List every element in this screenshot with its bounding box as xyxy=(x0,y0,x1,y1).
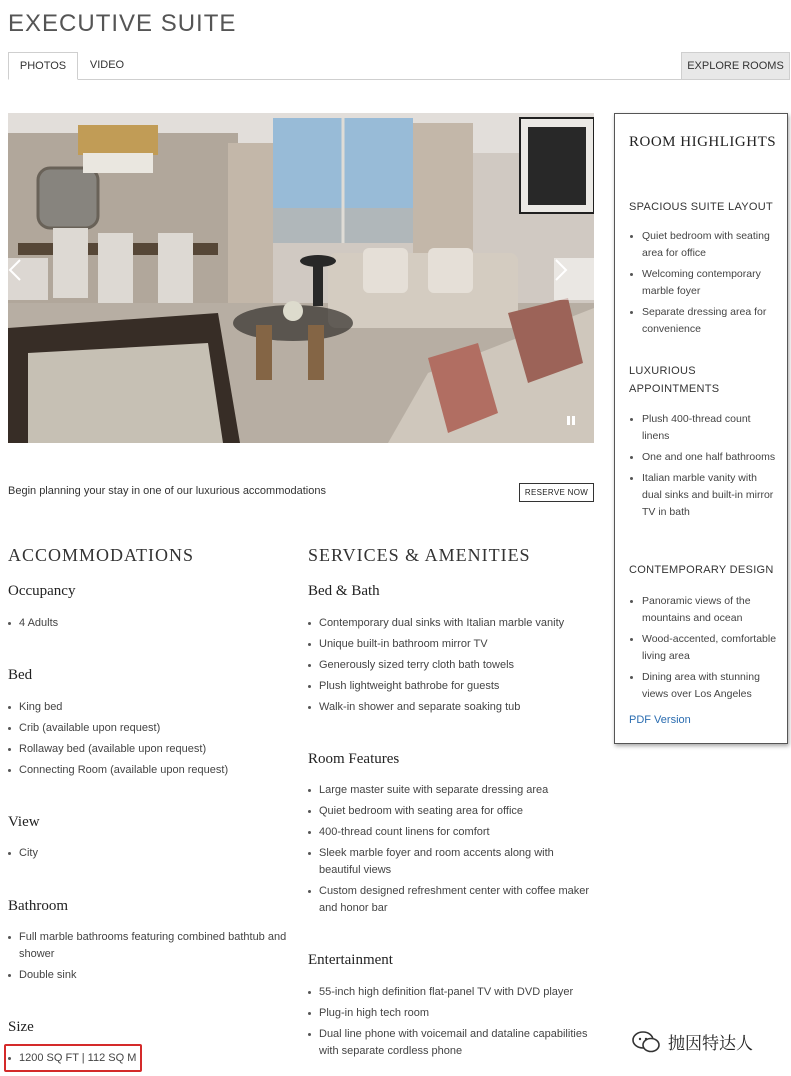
list-item: Generously sized terry cloth bath towels xyxy=(308,657,594,674)
list-item: 400-thread count linens for comfort xyxy=(308,824,594,841)
list-item: Custom designed refreshment center with coffee maker and honor bar xyxy=(308,883,594,917)
room-features-list xyxy=(308,782,594,921)
gallery-next-button[interactable] xyxy=(554,258,594,300)
list-item: Panoramic views of the mountains and ocean xyxy=(629,593,779,627)
list-item: One and one half bathrooms xyxy=(629,449,779,466)
highlight-list xyxy=(629,593,779,707)
list-item: Plush 400-thread count linens xyxy=(629,411,779,445)
list-item: Wood-accented, comfortable living area xyxy=(629,631,779,665)
list-item: Plug-in high tech room xyxy=(308,1005,594,1022)
room-photo-illustration xyxy=(8,113,594,443)
list-item: Welcoming contemporary marble foyer xyxy=(629,266,779,300)
size-highlight-box xyxy=(4,1044,142,1072)
watermark-text: 抛因特达人 xyxy=(668,1034,753,1054)
tab-bar xyxy=(8,52,790,80)
occupancy-heading: Occupancy xyxy=(8,583,76,599)
room-highlights-title: ROOM HIGHLIGHTS xyxy=(629,134,777,150)
bed-list xyxy=(8,699,288,783)
highlight-section-heading: CONTEMPORARY DESIGN xyxy=(629,564,774,576)
list-item: City xyxy=(8,845,288,862)
list-item: Italian marble vanity with dual sinks and built-in mirror TV in bath xyxy=(629,470,779,521)
highlight-list xyxy=(629,228,779,342)
list-item: Dual line phone with voicemail and dataline capabilities with separate cordless phone xyxy=(308,1026,594,1060)
bed-bath-list xyxy=(308,615,594,720)
list-item: King bed xyxy=(8,699,288,716)
accommodations-heading: ACCOMMODATIONS xyxy=(8,545,195,565)
list-item: Dining area with stunning views over Los Angeles xyxy=(629,669,779,703)
tab-video[interactable]: VIDEO xyxy=(89,59,125,71)
highlight-section-heading: SPACIOUS SUITE LAYOUT xyxy=(629,201,774,213)
list-item: Sleek marble foyer and room accents along with beautiful views xyxy=(308,845,594,879)
wechat-icon xyxy=(632,1030,660,1054)
list-item: Contemporary dual sinks with Italian marble vanity xyxy=(308,615,594,632)
room-highlights-panel xyxy=(614,113,788,744)
pdf-version-link[interactable]: PDF Version xyxy=(629,714,691,726)
pause-icon xyxy=(567,416,570,425)
list-item: 4 Adults xyxy=(8,615,288,632)
list-item: Quiet bedroom with seating area for office xyxy=(629,228,779,262)
plan-text: Begin planning your stay in one of our luxurious accommodations xyxy=(8,485,326,497)
list-item: Plush lightweight bathrobe for guests xyxy=(308,678,594,695)
gallery-prev-button[interactable] xyxy=(8,258,48,300)
reserve-now-button[interactable]: RESERVE NOW xyxy=(519,483,594,502)
size-heading: Size xyxy=(8,1019,34,1035)
tab-photos[interactable]: PHOTOS xyxy=(8,52,78,80)
entertainment-list xyxy=(308,984,594,1064)
watermark xyxy=(632,1029,753,1054)
occupancy-list xyxy=(8,615,288,636)
room-features-heading: Room Features xyxy=(308,751,400,767)
chevron-left-icon xyxy=(8,258,22,282)
list-item: Connecting Room (available upon request) xyxy=(8,762,288,779)
bathroom-list xyxy=(8,929,288,988)
list-item: Full marble bathrooms featuring combined bathtub and shower xyxy=(8,929,288,963)
room-photo xyxy=(8,113,594,443)
list-item: Separate dressing area for convenience xyxy=(629,304,779,338)
list-item: 55-inch high definition flat-panel TV with DVD player xyxy=(308,984,594,1001)
list-item: Large master suite with separate dressing area xyxy=(308,782,594,799)
highlight-section-heading: LUXURIOUS APPOINTMENTS xyxy=(629,365,720,395)
view-list xyxy=(8,845,288,866)
services-heading: SERVICES & AMENITIES xyxy=(308,545,531,565)
highlight-list xyxy=(629,411,779,525)
entertainment-heading: Entertainment xyxy=(308,952,393,968)
view-heading: View xyxy=(8,814,40,830)
list-item: Walk-in shower and separate soaking tub xyxy=(308,699,594,716)
list-item: Unique built-in bathroom mirror TV xyxy=(308,636,594,653)
page-title: EXECUTIVE SUITE xyxy=(8,10,237,37)
explore-rooms-button[interactable]: EXPLORE ROOMS xyxy=(681,52,790,80)
list-item: Quiet bedroom with seating area for office xyxy=(308,803,594,820)
list-item: Crib (available upon request) xyxy=(8,720,288,737)
bed-bath-heading: Bed & Bath xyxy=(308,583,380,599)
bathroom-heading: Bathroom xyxy=(8,898,68,914)
room-size-value: 1200 SQ FT | 112 SQ M xyxy=(8,1050,288,1067)
list-item: Rollaway bed (available upon request) xyxy=(8,741,288,758)
chevron-right-icon xyxy=(554,258,568,282)
list-item: Double sink xyxy=(8,967,288,984)
bed-heading: Bed xyxy=(8,667,33,683)
gallery-pause-button[interactable] xyxy=(562,411,580,429)
